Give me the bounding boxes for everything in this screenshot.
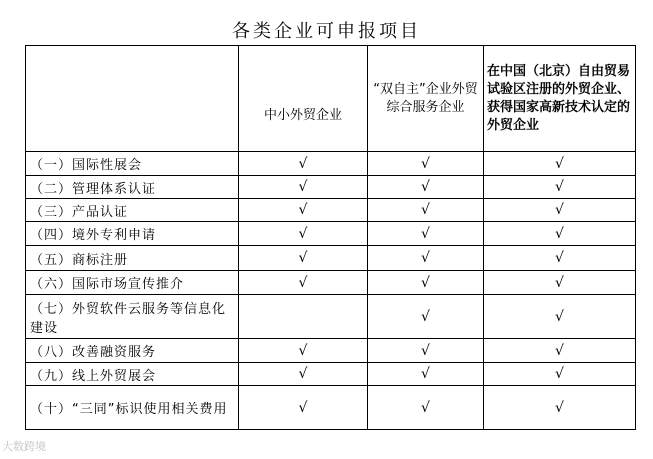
check-cell-c3: √ <box>484 363 636 386</box>
row-label: （八）改善融资服务 <box>26 339 239 363</box>
check-cell-c2: √ <box>368 339 484 363</box>
check-cell-c2: √ <box>368 152 484 176</box>
check-cell-c3: √ <box>484 152 636 176</box>
check-cell-c3: √ <box>484 271 636 295</box>
row-label: （三）产品认证 <box>26 199 239 222</box>
row-label: （十）“三同”标识使用相关费用 <box>26 386 239 430</box>
check-cell-c3: √ <box>484 222 636 246</box>
check-cell-c2: √ <box>368 199 484 222</box>
check-cell-c1: √ <box>239 339 368 363</box>
check-cell-c2: √ <box>368 295 484 339</box>
watermark: 大数跨境 <box>2 440 46 453</box>
row-label: （一）国际性展会 <box>26 152 239 176</box>
header-dual-independent: “双自主”企业外贸综合服务企业 <box>368 46 484 152</box>
check-cell-c2: √ <box>368 363 484 386</box>
page-title: 各类企业可申报项目 <box>232 21 421 42</box>
check-cell-c3: √ <box>484 199 636 222</box>
table-row <box>26 386 636 430</box>
table-row <box>26 176 636 199</box>
check-cell-c1 <box>239 295 368 339</box>
row-label: （五）商标注册 <box>26 246 239 271</box>
table-header-row <box>26 46 636 152</box>
table-row <box>26 271 636 295</box>
table-body <box>26 152 636 430</box>
check-cell-c1: √ <box>239 152 368 176</box>
check-cell-c2: √ <box>368 246 484 271</box>
check-cell-c3: √ <box>484 295 636 339</box>
check-cell-c3: √ <box>484 386 636 430</box>
table-row <box>26 222 636 246</box>
check-cell-c3: √ <box>484 339 636 363</box>
check-cell-c1: √ <box>239 222 368 246</box>
table-row <box>26 152 636 176</box>
table-row <box>26 295 636 339</box>
header-ftz-hightech: 在中国（北京）自由贸易试验区注册的外贸企业、获得国家高新技术认定的外贸企业 <box>484 46 636 152</box>
check-cell-c2: √ <box>368 222 484 246</box>
check-cell-c1: √ <box>239 363 368 386</box>
table-row <box>26 363 636 386</box>
check-cell-c2: √ <box>368 176 484 199</box>
row-label: （四）境外专利申请 <box>26 222 239 246</box>
table-row <box>26 339 636 363</box>
check-cell-c3: √ <box>484 176 636 199</box>
check-cell-c3: √ <box>484 246 636 271</box>
check-cell-c1: √ <box>239 271 368 295</box>
row-label: （七）外贸软件云服务等信息化建设 <box>26 295 239 339</box>
check-cell-c1: √ <box>239 246 368 271</box>
check-cell-c1: √ <box>239 176 368 199</box>
table-row <box>26 246 636 271</box>
check-cell-c1: √ <box>239 199 368 222</box>
header-empty <box>26 46 239 152</box>
header-sme-trade: 中小外贸企业 <box>239 46 368 152</box>
check-cell-c1: √ <box>239 386 368 430</box>
eligibility-table <box>25 45 636 430</box>
row-label: （二）管理体系认证 <box>26 176 239 199</box>
table-row <box>26 199 636 222</box>
row-label: （九）线上外贸展会 <box>26 363 239 386</box>
check-cell-c2: √ <box>368 386 484 430</box>
row-label: （六）国际市场宣传推介 <box>26 271 239 295</box>
check-cell-c2: √ <box>368 271 484 295</box>
